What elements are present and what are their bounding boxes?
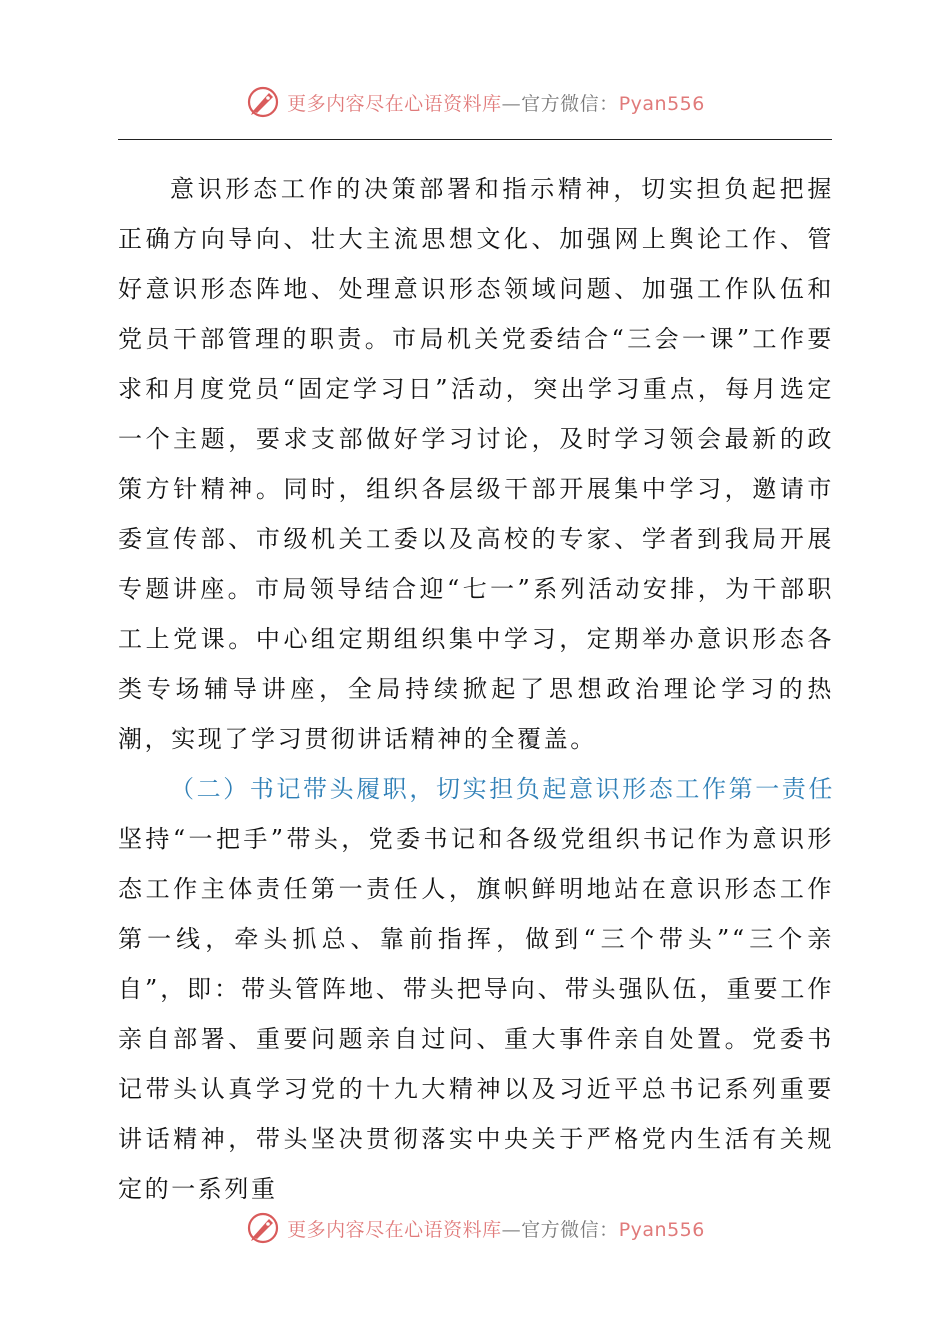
pen-nib-icon: [245, 1210, 281, 1246]
header-banner: [0, 82, 950, 122]
banner-wechat-id: Pyan556: [618, 92, 705, 115]
footer-banner: [0, 1208, 950, 1248]
banner-wechat-label: 官方微信：: [521, 1218, 619, 1241]
banner-separator: —: [501, 1218, 522, 1241]
section-heading: （二）书记带头履职，切实担负起意识形态工作第一责任: [170, 775, 835, 803]
body-paragraph: 意识形态工作的决策部署和指示精神，切实担负起把握正确方向导向、壮大主流思想文化、加强网上舆论工作、管好意识形态阵地、处理意识形态领域问题、加强工作队伍和党员干部管理的职责。市局机关党委结合“三会一课”工作要求和月度党员“固定学习日”活动，突出学习重点，每月选定一个主题，要求支部做好学习讨论，及时学习领会最新的政策方针精神。同时，组织各层级干部开展集中学习，邀请市委宣传部、市级机关工委以及高校的专家、学者到我局开展专题讲座。市局领导结合迎“七一”系列活动安排，为干部职工上党课。中心组定期组织集中学习，定期举办意识形态各类专场辅导讲座，全局持续掀起了思想政治理论学习的热潮，实现了学习贯彻讲话精神的全覆盖。: [118, 175, 834, 753]
banner-wechat-label: 官方微信：: [521, 92, 619, 115]
banner-wechat-id: Pyan556: [618, 1218, 705, 1241]
banner-separator: —: [501, 92, 522, 115]
document-body: [118, 164, 834, 1214]
body-paragraph: 坚持“一把手”带头，党委书记和各级党组织书记作为意识形态工作主体责任第一责任人，旗帜鲜明地站在意识形态工作第一线，牵头抓总、靠前指挥，做到“三个带头”“三个亲自”，即：带头管阵地、带头把导向、带头强队伍，重要工作亲自部署、重要问题亲自过问、重大事件亲自处置。党委书记带头认真学习党的十九大精神以及习近平总书记系列重要讲话精神，带头坚决贯彻落实中央关于严格党内生活有关规定的一系列重: [118, 825, 834, 1203]
banner-title: 更多内容尽在心语资料库: [287, 92, 502, 115]
header-divider: [118, 139, 832, 140]
pen-nib-icon: [245, 84, 281, 120]
banner-title: 更多内容尽在心语资料库: [287, 1218, 502, 1241]
